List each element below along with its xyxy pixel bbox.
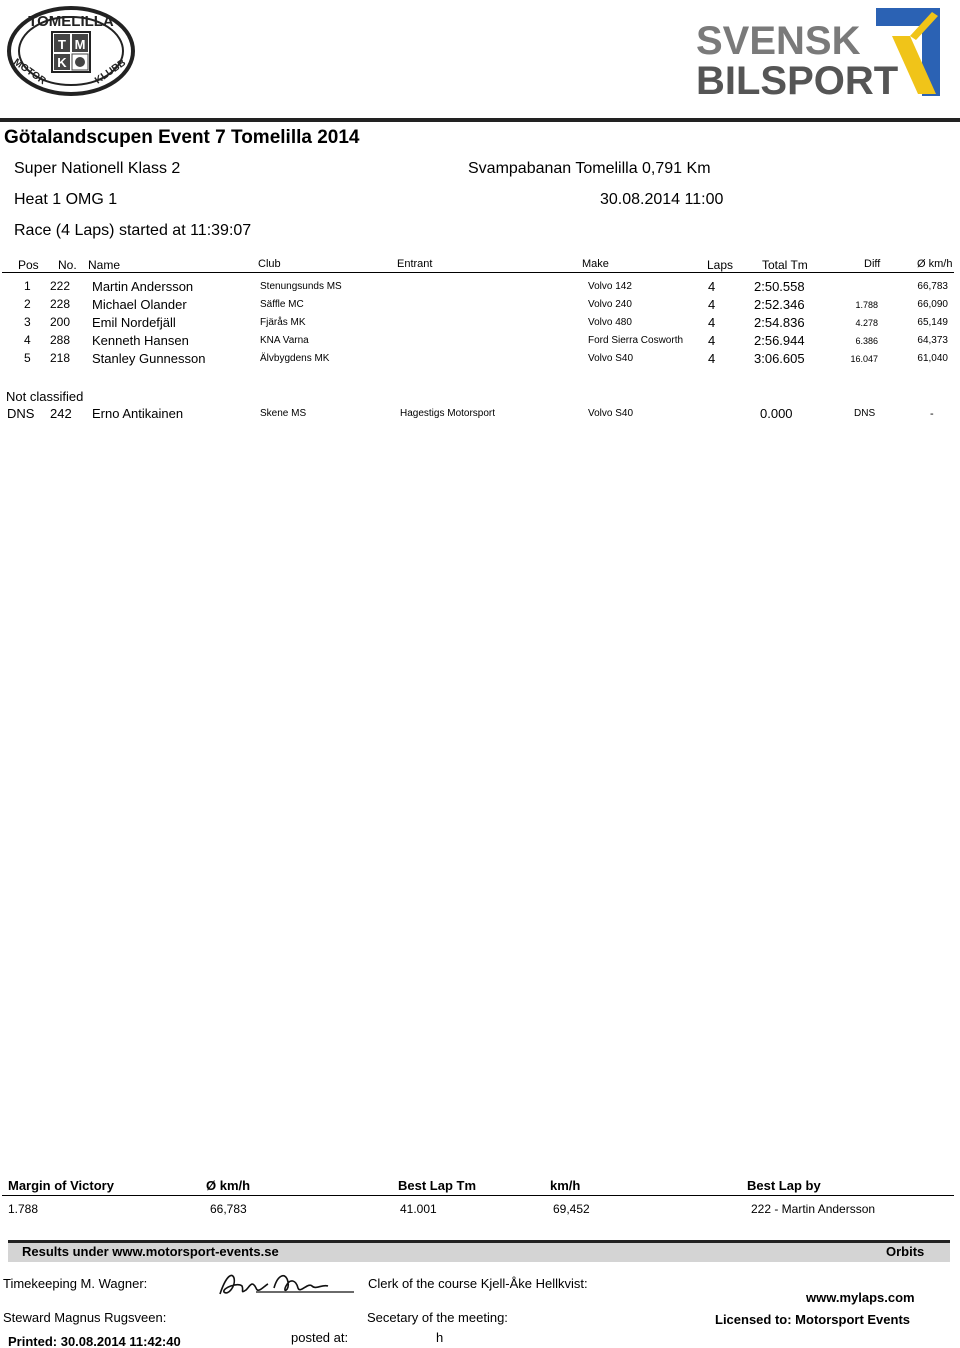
best-lap-label: Best Lap Tm [398,1178,477,1193]
pos: 3 [24,315,31,329]
diff: 1.788 [855,300,878,310]
avg-speed: 65,149 [917,317,948,328]
svg-text:KLUBB: KLUBB [93,57,129,87]
svensk-bilsport-logo [696,6,942,98]
best-by-label: Best Lap by [747,1178,821,1193]
club: Stenungsunds MS [260,281,342,292]
svg-text:M: M [74,37,86,52]
start-number: 218 [50,351,71,365]
car-make: Volvo S40 [588,353,634,364]
laps: 4 [708,279,716,294]
start-number: 288 [50,333,71,347]
svg-text:MOTOR: MOTOR [11,56,48,88]
club: Älvbygdens MK [260,353,330,364]
start-number: 222 [50,279,71,293]
club: Säffle MC [260,299,304,310]
best-by-value: 222 - Martin Andersson [751,1202,876,1216]
col-diff: Diff [864,258,881,270]
diff: DNS [854,408,876,419]
header-divider [0,118,960,122]
table-header-divider [2,272,954,273]
car-make: Ford Sierra Cosworth [588,335,684,346]
race-info: Race (4 Laps) started at 11:39:07 [14,222,252,239]
start-number: 242 [50,406,72,421]
total-time: 2:52.346 [754,297,805,312]
col-entrant: Entrant [397,258,433,270]
mylaps-url: www.mylaps.com [806,1290,915,1305]
orbits-brand: Orbits [886,1244,925,1259]
svg-text:K: K [57,55,67,70]
diff: 6.386 [855,336,878,346]
laps: 4 [708,315,716,330]
kmh-label: km/h [550,1178,581,1193]
laps: 4 [708,333,716,348]
posted-at-unit: h [436,1330,444,1345]
driver-name: Erno Antikainen [92,406,184,421]
col-make: Make [582,258,609,270]
result-row [0,333,960,351]
steward: Steward Magnus Rugsveen: [3,1310,167,1325]
col-laps: Laps [707,258,734,272]
driver-name: Kenneth Hansen [92,333,189,348]
posted-at-label: posted at: [291,1330,349,1345]
signature-image [212,1268,356,1302]
col-no: No. [58,258,77,272]
start-number: 228 [50,297,71,311]
event-title: Götalandscupen Event 7 Tomelilla 2014 [4,127,360,148]
result-row [0,315,960,333]
margin-label: Margin of Victory [8,1178,114,1193]
entrant: Hagestigs Motorsport [400,408,496,419]
pos: 1 [24,279,31,293]
club: Fjärås MK [260,317,306,328]
laps: 4 [708,297,716,312]
licensed-to: Licensed to: Motorsport Events [715,1312,911,1327]
printed-timestamp: Printed: 30.08.2014 11:42:40 [8,1334,181,1348]
avg-speed: 64,373 [917,335,948,346]
result-row [0,279,960,297]
svg-text:T: T [58,37,66,52]
car-make: Volvo 240 [588,299,632,310]
col-total: Total Tm [762,258,808,272]
avg-value: 66,783 [210,1202,247,1216]
col-pos: Pos [18,258,39,272]
total-time: 2:54.836 [754,315,805,330]
timekeeping: Timekeeping M. Wagner: [3,1276,148,1291]
col-avg: Ø km/h [917,258,953,270]
total-time: 2:50.558 [754,279,805,294]
class-name: Super Nationell Klass 2 [14,160,181,177]
svg-text:SVENSK: SVENSK [696,19,861,63]
avg-speed: 66,090 [917,299,948,310]
results-url: Results under www.motorsport-events.se [22,1244,279,1259]
pos: 4 [24,333,31,347]
tomelilla-motor-klubb-logo [6,4,136,96]
car-make: Volvo 142 [588,281,632,292]
status: DNS [7,406,35,421]
dns-row [0,406,960,424]
col-name: Name [88,258,121,272]
svg-text:BILSPORT: BILSPORT [696,59,899,98]
avg-label: Ø km/h [206,1178,251,1193]
result-row [0,297,960,315]
driver-name: Stanley Gunnesson [92,351,206,366]
total-time: 0.000 [760,406,793,421]
pos: 5 [24,351,31,365]
avg-speed: 61,040 [917,353,948,364]
club: Skene MS [260,408,307,419]
driver-name: Martin Andersson [92,279,194,294]
result-row [0,351,960,369]
car-make: Volvo 480 [588,317,632,328]
margin-value: 1.788 [8,1202,39,1216]
avg-speed: 66,783 [917,281,948,292]
driver-name: Michael Olander [92,297,187,312]
heat-name: Heat 1 OMG 1 [14,191,118,208]
col-club: Club [258,258,281,270]
total-time: 2:56.944 [754,333,805,348]
avg-speed: - [930,408,934,420]
club: KNA Varna [260,335,309,346]
start-number: 200 [50,315,71,329]
diff: 16.047 [850,354,878,364]
race-datetime: 30.08.2014 11:00 [600,191,724,208]
total-time: 3:06.605 [754,351,805,366]
clerk-of-course: Clerk of the course Kjell-Åke Hellkvist: [368,1276,588,1291]
not-classified-heading: Not classified [6,389,84,404]
best-lap-value: 41.001 [400,1202,437,1216]
laps: 4 [708,351,716,366]
pos: 2 [24,297,31,311]
driver-name: Emil Nordefjäll [92,315,176,330]
car-make: Volvo S40 [588,408,634,419]
venue: Svampabanan Tomelilla 0,791 Km [468,160,711,177]
diff: 4.278 [855,318,878,328]
summary-divider [2,1195,954,1196]
svg-text:TOMELILLA: TOMELILLA [28,13,114,30]
secretary: Secetary of the meeting: [367,1310,508,1325]
kmh-value: 69,452 [553,1202,590,1216]
